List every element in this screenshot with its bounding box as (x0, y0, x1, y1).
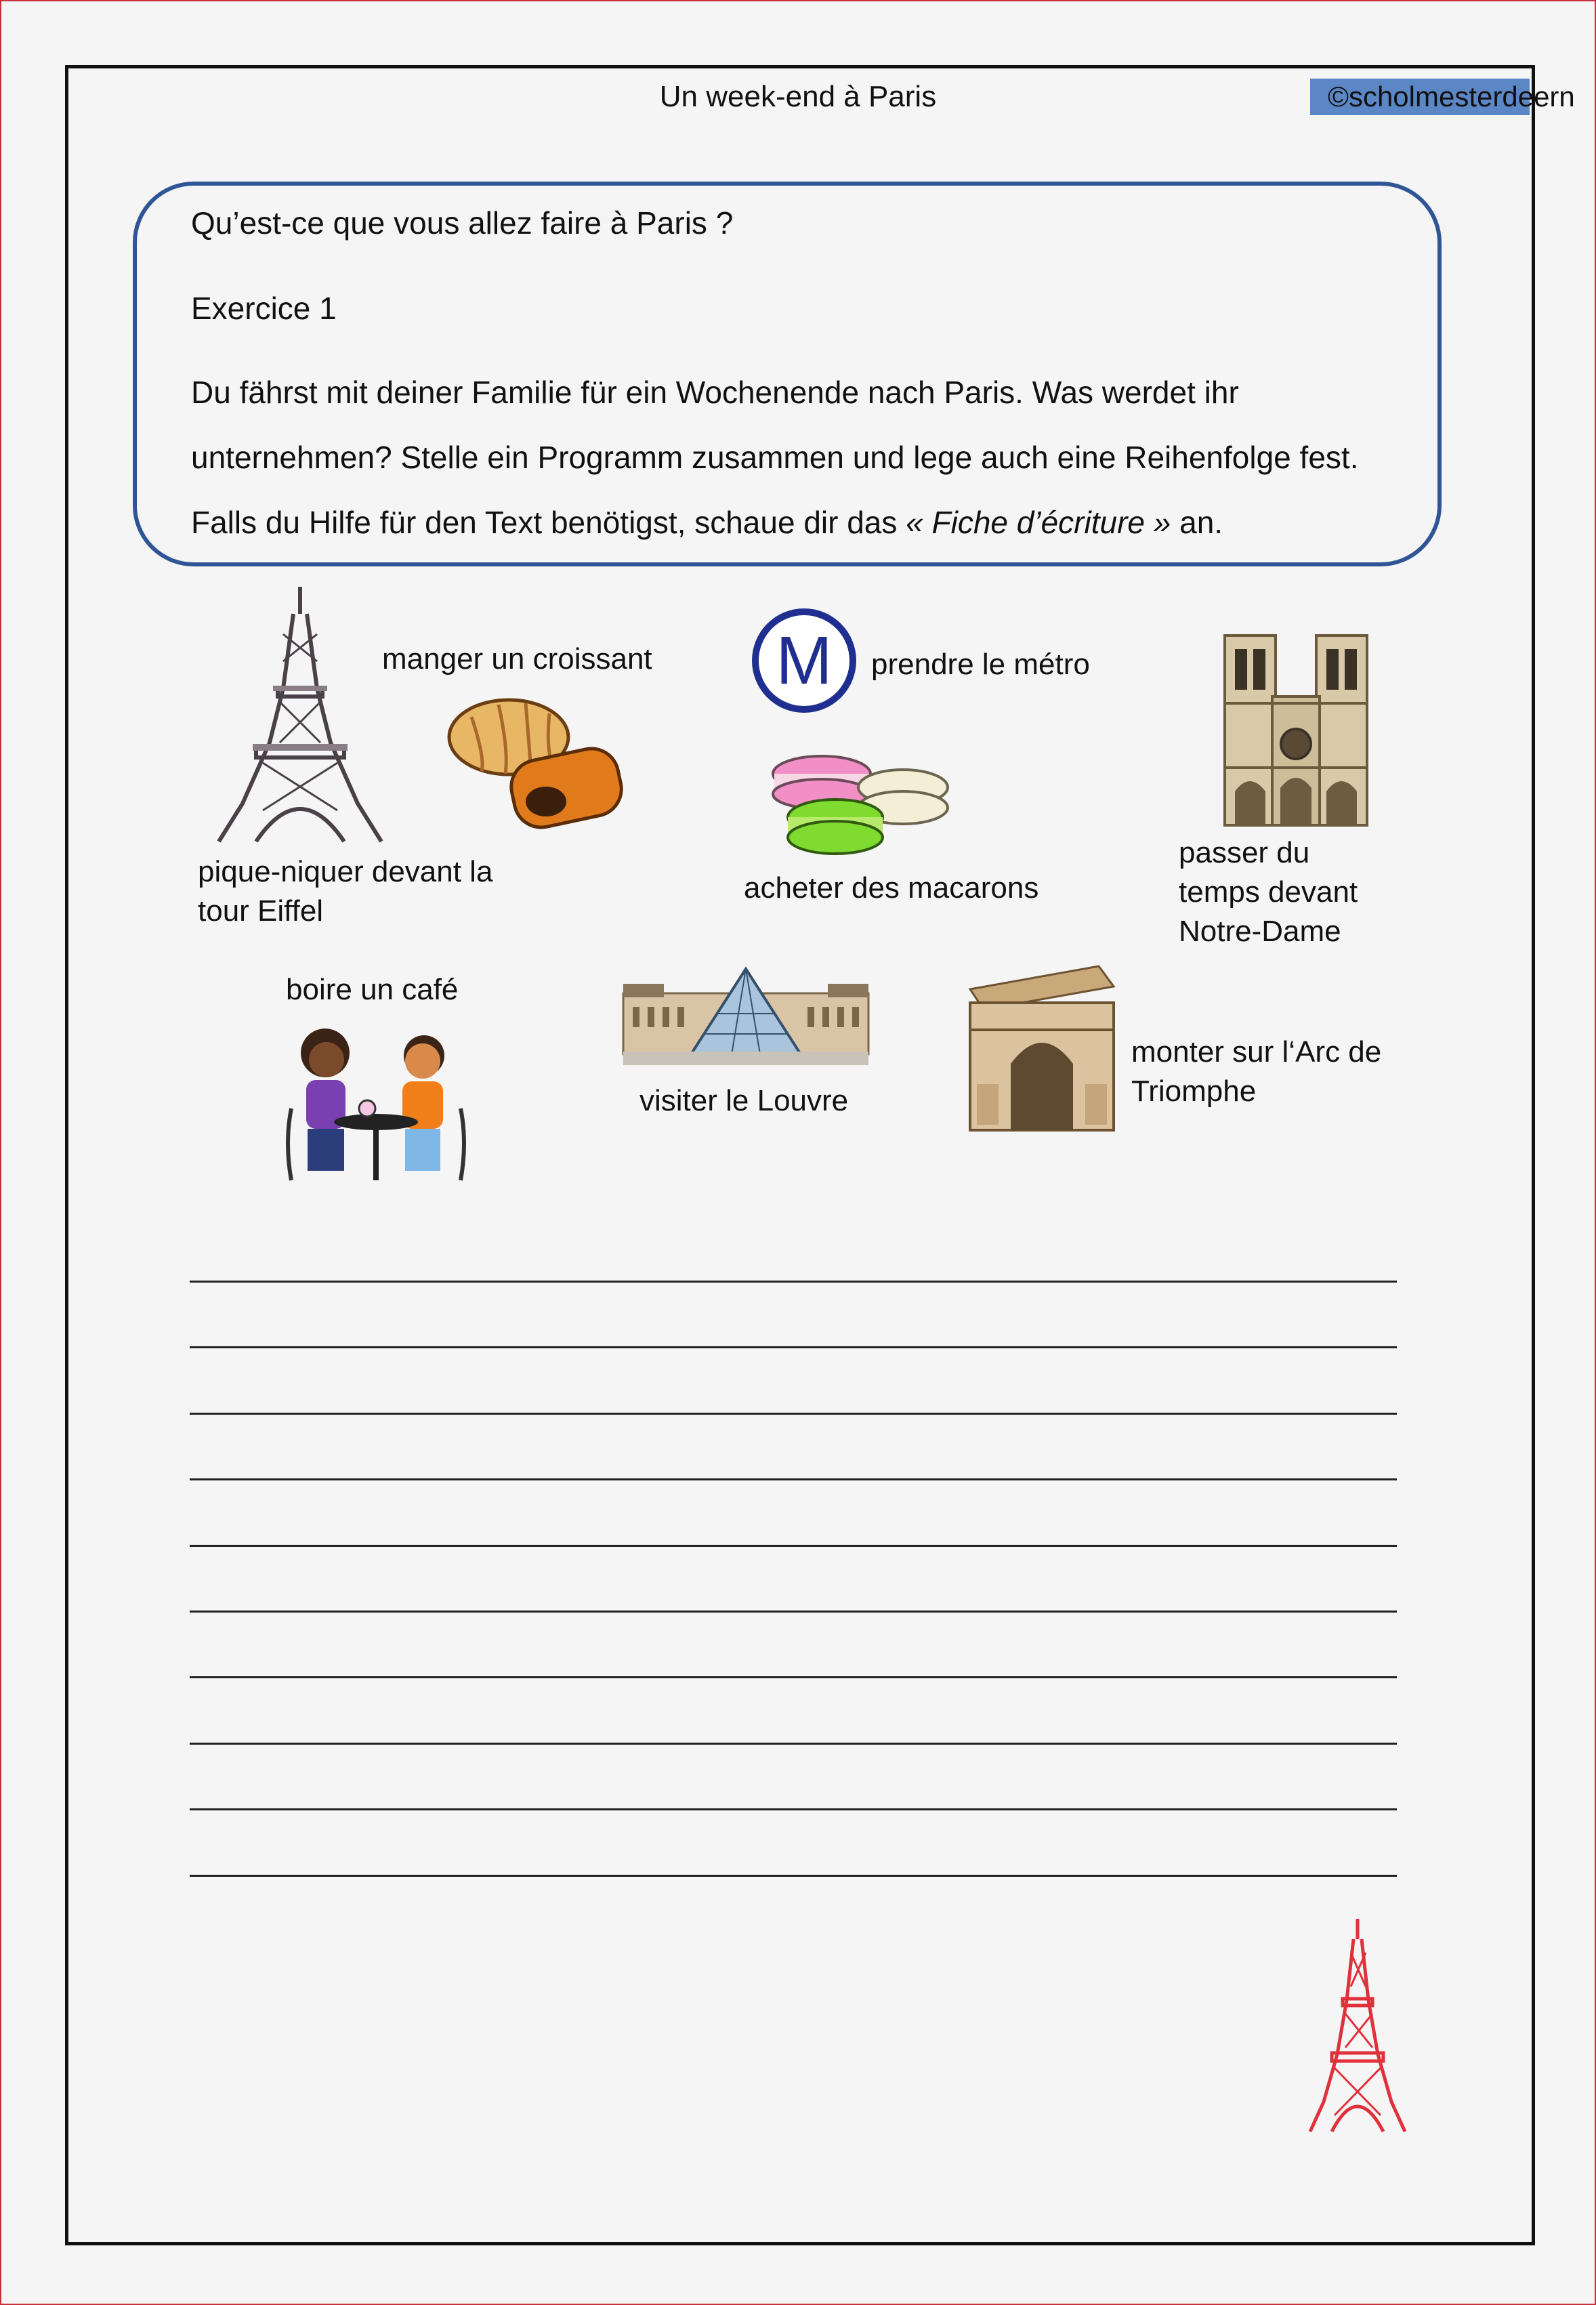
caption-arc-line2: Triomphe (1131, 1075, 1257, 1108)
caption-notre-dame-line1: passer du (1179, 836, 1310, 869)
caption-notre-dame-line2: temps devant (1179, 875, 1358, 909)
writing-line (190, 1478, 1397, 1480)
page-title: Un week-end à Paris (659, 80, 937, 113)
fiche-reference: « Fiche d’écriture » (906, 505, 1171, 540)
writing-line (190, 1808, 1397, 1810)
caption-notre-dame-line3: Notre-Dame (1179, 915, 1341, 948)
caption-croissant: manger un croissant (382, 642, 652, 676)
red-eiffel-tower-icon (1307, 1919, 1408, 2133)
metro-logo-icon (751, 607, 858, 714)
instruction-end: an. (1179, 505, 1223, 540)
writing-line (190, 1545, 1397, 1547)
task-question: Qu’est-ce que vous allez faire à Paris ? (191, 205, 734, 241)
writing-line (190, 1743, 1397, 1745)
instruction-line-1: Du fährst mit deiner Familie für ein Wochenende nach Paris. Was werdet ihr (191, 375, 1239, 410)
metro-logo-letter: M (776, 623, 833, 699)
writing-line (190, 1611, 1397, 1613)
instruction-text: Falls du Hilfe für den Text benötigst, schaue dir das (191, 505, 898, 540)
eiffel-tower-icon (215, 587, 385, 843)
writing-line (190, 1281, 1397, 1283)
caption-metro: prendre le métro (871, 648, 1090, 681)
croissant-icon (444, 690, 627, 825)
louvre-icon (623, 966, 868, 1065)
caption-arc-line1: monter sur l‘Arc de (1131, 1035, 1382, 1068)
writing-line (190, 1413, 1397, 1415)
cafe-couple-icon (278, 1020, 474, 1183)
caption-cafe: boire un café (286, 973, 459, 1006)
arc-de-triomphe-icon (963, 962, 1120, 1131)
writing-line (190, 1875, 1397, 1877)
instruction-line-3 (191, 504, 1223, 541)
instruction-line-2: unternehmen? Stelle ein Programm zusammen und lege auch eine Reihenfolge fest. (191, 440, 1359, 475)
notre-dame-icon (1225, 622, 1367, 825)
writing-line (190, 1346, 1397, 1348)
writing-line (190, 1676, 1397, 1678)
caption-picnic-line2: tour Eiffel (198, 894, 324, 928)
caption-louvre: visiter le Louvre (639, 1084, 849, 1117)
caption-macarons: acheter des macarons (744, 871, 1039, 905)
exercise-heading: Exercice 1 (191, 291, 337, 326)
caption-picnic-line1: pique-niquer devant la (198, 855, 493, 888)
copyright-badge: ©scholmesterdeern (1310, 79, 1530, 115)
macarons-icon (771, 755, 951, 863)
